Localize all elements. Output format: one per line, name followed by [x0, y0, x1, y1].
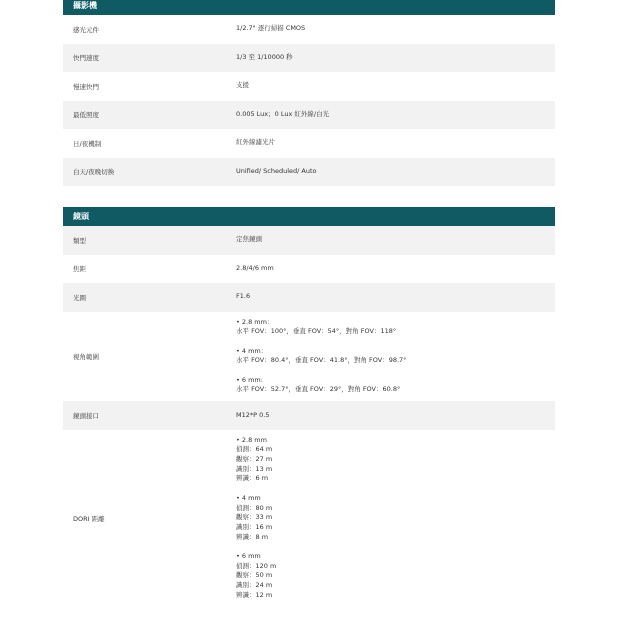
spec-value: M12*P 0.5 — [236, 410, 270, 419]
spec-row-field-of-view — [63, 312, 555, 402]
spec-value: 0.005 Lux；0 Lux 紅外線/白光 — [236, 109, 330, 118]
spec-label: 類型 — [73, 236, 86, 245]
spec-label: 最低照度 — [73, 111, 99, 120]
camera-section-title: 攝影機 — [63, 0, 555, 15]
spec-value: 支援 — [236, 81, 249, 90]
spec-value: F1.6 — [236, 292, 251, 301]
spec-value: 紅外線濾光片 — [236, 138, 275, 147]
spec-label: DORI 距離 — [73, 514, 105, 523]
spec-label: 白天/夜晚切換 — [73, 168, 115, 177]
spec-value: • 2.8 mm 偵測：64 m 觀察：27 m 識別：13 m 辨識：6 m • 4 mm 偵測：80 m 觀察：33 m 識別：16 m 辨識：8 m • 6 mm 偵測：120 m 觀察：50 m 識別：24 m 辨識：12 m — [236, 435, 277, 599]
spec-row-min-illumination — [63, 101, 555, 130]
spec-label: 鏡頭接口 — [73, 411, 99, 420]
spec-row-sensor — [63, 15, 555, 44]
spec-label: 快門速度 — [73, 54, 99, 63]
lens-section-title: 鏡頭 — [63, 207, 555, 226]
spec-row-day-night-switch — [63, 158, 555, 187]
spec-row-aperture — [63, 283, 555, 312]
spec-row-shutter-speed — [63, 44, 555, 73]
spec-row-dori-distance — [63, 430, 555, 607]
spec-label: 慢速快門 — [73, 82, 99, 91]
spec-row-lens-type — [63, 226, 555, 255]
spec-row-focal-length — [63, 255, 555, 284]
spec-value: 定焦鏡頭 — [236, 235, 262, 244]
spec-value: 2.8/4/6 mm — [236, 263, 274, 272]
spec-value: • 2.8 mm： 水平 FOV：100°，垂直 FOV：54°，對角 FOV：118° • 4 mm： 水平 FOV：80.4°，垂直 FOV：41.8°，對角 FOV：98.7° • 6 mm: 水平 FOV：52.7°，垂直 FOV：29°，對角 FOV：60.8° — [236, 317, 407, 394]
spec-row-day-night — [63, 129, 555, 158]
spec-label: 視角範圍 — [73, 352, 99, 361]
spec-label: 感光元件 — [73, 25, 99, 34]
lens-spec-section — [63, 207, 555, 607]
camera-spec-section — [63, 0, 555, 186]
spec-label: 焦距 — [73, 265, 86, 274]
spec-value: 1/3 至 1/10000 秒 — [236, 52, 293, 61]
spec-value: 1/2.7" 逐行掃描 CMOS — [236, 24, 306, 33]
spec-row-slow-shutter — [63, 72, 555, 101]
spec-value: Unified/ Scheduled/ Auto — [236, 166, 317, 175]
spec-label: 日/夜機制 — [73, 139, 102, 148]
spec-label: 光圈 — [73, 293, 86, 302]
spec-row-lens-mount — [63, 401, 555, 430]
